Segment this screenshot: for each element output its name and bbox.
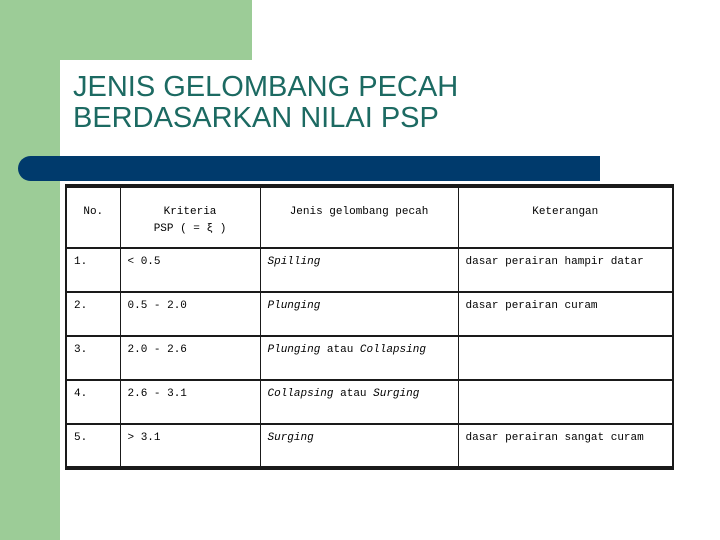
cell-keterangan: dasar perairan curam — [458, 292, 673, 336]
cell-no: 3. — [66, 336, 120, 380]
slide-title-line2: BERDASARKAN NILAI PSP — [73, 102, 439, 134]
jenis-part1: Plunging — [267, 344, 321, 356]
table-header-row — [66, 186, 673, 248]
cell-keterangan: dasar perairan hampir datar — [458, 248, 673, 292]
green-background-top — [0, 0, 252, 60]
cell-keterangan: dasar perairan sangat curam — [458, 424, 673, 468]
header-kriteria — [120, 186, 260, 248]
cell-keterangan — [458, 336, 673, 380]
green-background-side — [0, 0, 60, 540]
cell-no: 4. — [66, 380, 120, 424]
cell-keterangan — [458, 380, 673, 424]
cell-jenis — [260, 380, 458, 424]
cell-kriteria: 0.5 - 2.0 — [120, 292, 260, 336]
header-keterangan: Keterangan — [458, 186, 673, 248]
jenis-mid: atau — [333, 388, 374, 400]
header-kriteria-line2: PSP ( = ξ ) — [153, 223, 227, 235]
cell-kriteria: 2.0 - 2.6 — [120, 336, 260, 380]
slide-title-line1: JENIS GELOMBANG PECAH — [73, 71, 459, 103]
table-row — [66, 424, 673, 468]
jenis-part1: Surging — [267, 432, 314, 444]
table-row — [66, 248, 673, 292]
cell-kriteria: < 0.5 — [120, 248, 260, 292]
cell-kriteria: 2.6 - 3.1 — [120, 380, 260, 424]
jenis-part1: Collapsing — [267, 388, 334, 400]
header-no: No. — [66, 186, 120, 248]
table-row — [66, 336, 673, 380]
psp-criteria-table — [65, 184, 674, 470]
cell-jenis — [260, 336, 458, 380]
jenis-part1: Spilling — [267, 256, 321, 268]
jenis-part2: Collapsing — [359, 344, 426, 356]
cell-jenis — [260, 424, 458, 468]
cell-no: 2. — [66, 292, 120, 336]
cell-kriteria: > 3.1 — [120, 424, 260, 468]
table-row — [66, 380, 673, 424]
jenis-part2: Surging — [373, 388, 420, 400]
title-underline-bar — [18, 156, 600, 181]
jenis-part1: Plunging — [267, 300, 321, 312]
slide-title — [73, 72, 673, 134]
cell-no: 1. — [66, 248, 120, 292]
cell-jenis — [260, 292, 458, 336]
cell-jenis — [260, 248, 458, 292]
table-row — [66, 292, 673, 336]
header-kriteria-line1: Kriteria — [163, 206, 217, 218]
header-jenis: Jenis gelombang pecah — [260, 186, 458, 248]
cell-no: 5. — [66, 424, 120, 468]
jenis-mid: atau — [320, 344, 360, 356]
